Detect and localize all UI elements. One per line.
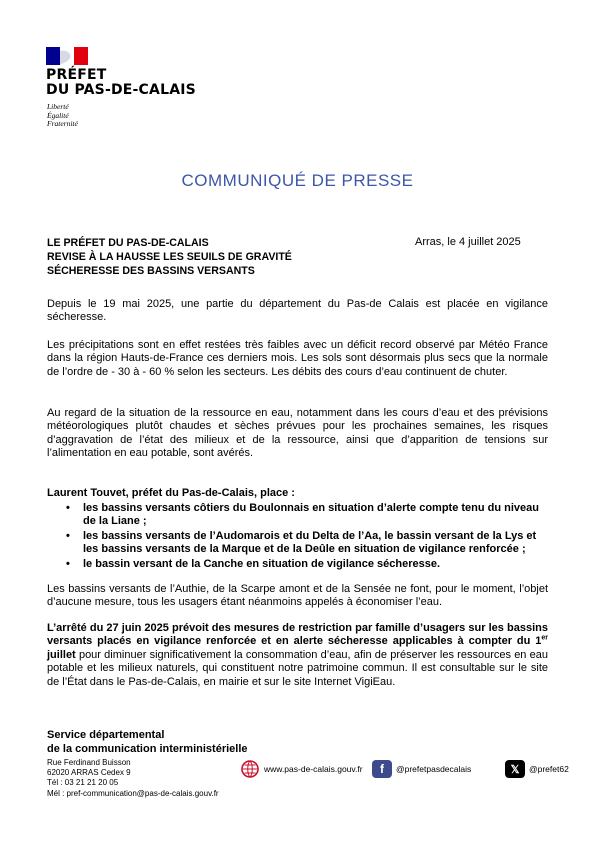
paragraph-6-bold: L’arrêté du 27 juin 2025 prévoit des mesures de restriction par famille d’usagers sur les bassins versants placés en vigilance renforcée et en alerte sécheresse applicables à compter du 1 — [47, 622, 548, 648]
service-name — [47, 728, 248, 756]
paragraph-6 — [47, 622, 548, 689]
address-line2: 62020 ARRAS Cedex 9 — [47, 768, 131, 778]
measures-list — [62, 502, 542, 572]
devise — [47, 103, 78, 129]
press-date: Arras, le 4 juillet 2025 — [415, 236, 521, 248]
address-email[interactable]: Mél : pref-communication@pas-de-calais.gouv.fr — [47, 788, 219, 798]
press-heading — [47, 236, 292, 278]
paragraph-4: Laurent Touvet, préfet du Pas-de-Calais, place : — [47, 487, 295, 499]
paragraph-1: Depuis le 19 mai 2025, une partie du département du Pas-de Calais est placée en vigilance sécheresse. — [47, 298, 548, 324]
x-link[interactable] — [505, 760, 569, 778]
list-item: • les bassins versants côtiers du Boulonnais en situation d’alerte compte tenu du niveau de la Liane ; — [62, 502, 542, 529]
x-icon: 𝕏 — [505, 760, 525, 778]
paragraph-5: Les bassins versants de l’Authie, de la Scarpe amont et de la Sensée ne font, pour le moment, l’objet d’aucune mesure, tous les usagers étant néanmoins appelés à économiser l’eau. — [47, 583, 548, 609]
devise-fraternite: Fraternité — [47, 119, 78, 129]
prefet-name-block — [46, 68, 196, 98]
paragraph-6-sup: er — [541, 634, 548, 642]
heading-line2: REVISE À LA HAUSSE LES SEUILS DE GRAVITÉ — [47, 251, 292, 263]
facebook-text[interactable]: @prefetpasdecalais — [396, 764, 472, 774]
list-item: • le bassin versant de la Canche en situation de vigilance sécheresse. — [62, 558, 542, 571]
website-text[interactable]: www.pas-de-calais.gouv.fr — [264, 764, 363, 774]
facebook-icon: f — [372, 760, 392, 778]
devise-egalite: Égalité — [47, 110, 69, 120]
paragraph-3: Au regard de la situation de la ressource en eau, notamment dans les cours d’eau et des prévisions météorologiques plutôt chaudes et sèches prévues pour les prochaines semaines, les risques d’aggravation de l’état des milieux et de la ressource, ainsi que d’apparition de tensions sur l’alimentation en eau potable, sont avérés. — [47, 407, 548, 460]
marianne-logo — [46, 47, 88, 65]
paragraph-2: Les précipitations sont en effet restées très faibles avec un déficit record observé par Météo France dans la région Hauts-de-France ces derniers mois. Les sols sont désormais plus secs que la normale de l’ordre de - 30 à - 60 % selon les secteurs. Les débits des cours d’eau continuent de chuter. — [47, 339, 548, 378]
x-text[interactable]: @prefet62 — [529, 764, 569, 774]
devise-liberte: Liberté — [47, 102, 69, 111]
heading-line1: LE PRÉFET DU PAS-DE-CALAIS — [47, 237, 209, 249]
service-address — [47, 758, 219, 799]
website-link[interactable] — [240, 760, 363, 778]
service-line1: Service départemental — [47, 729, 165, 741]
paragraph-6-bold2: juillet — [47, 648, 76, 661]
paragraph-6-rest: pour diminuer significativement la consommation d’eau, afin de préserver les ressources en eau potable et les milieux naturels, qui constituent notre patrimoine commun. Il est consultable sur le site de l’État dans le Pas-de-Calais, en mairie et sur le site Internet VigiEau. — [47, 648, 548, 688]
list-item: • les bassins versants de l’Audomarois et du Delta de l’Aa, le bassin versant de la Lys et les bassins versants de la Marque et de la Deûle en situation de vigilance renforcée ; — [62, 530, 542, 557]
address-line1: Rue Ferdinand Buisson — [47, 758, 131, 767]
web-icon — [240, 760, 260, 778]
service-line2: de la communication interministérielle — [47, 743, 248, 755]
prefet-line2: DU PAS-DE-CALAIS — [46, 82, 196, 98]
facebook-link[interactable] — [372, 760, 471, 778]
heading-line3: SÉCHERESSE DES BASSINS VERSANTS — [47, 265, 255, 277]
address-phone: Tél : 03 21 21 20 05 — [47, 778, 119, 788]
page-title: COMMUNIQUÉ DE PRESSE — [181, 171, 414, 190]
prefet-line1: PRÉFET — [46, 67, 107, 83]
